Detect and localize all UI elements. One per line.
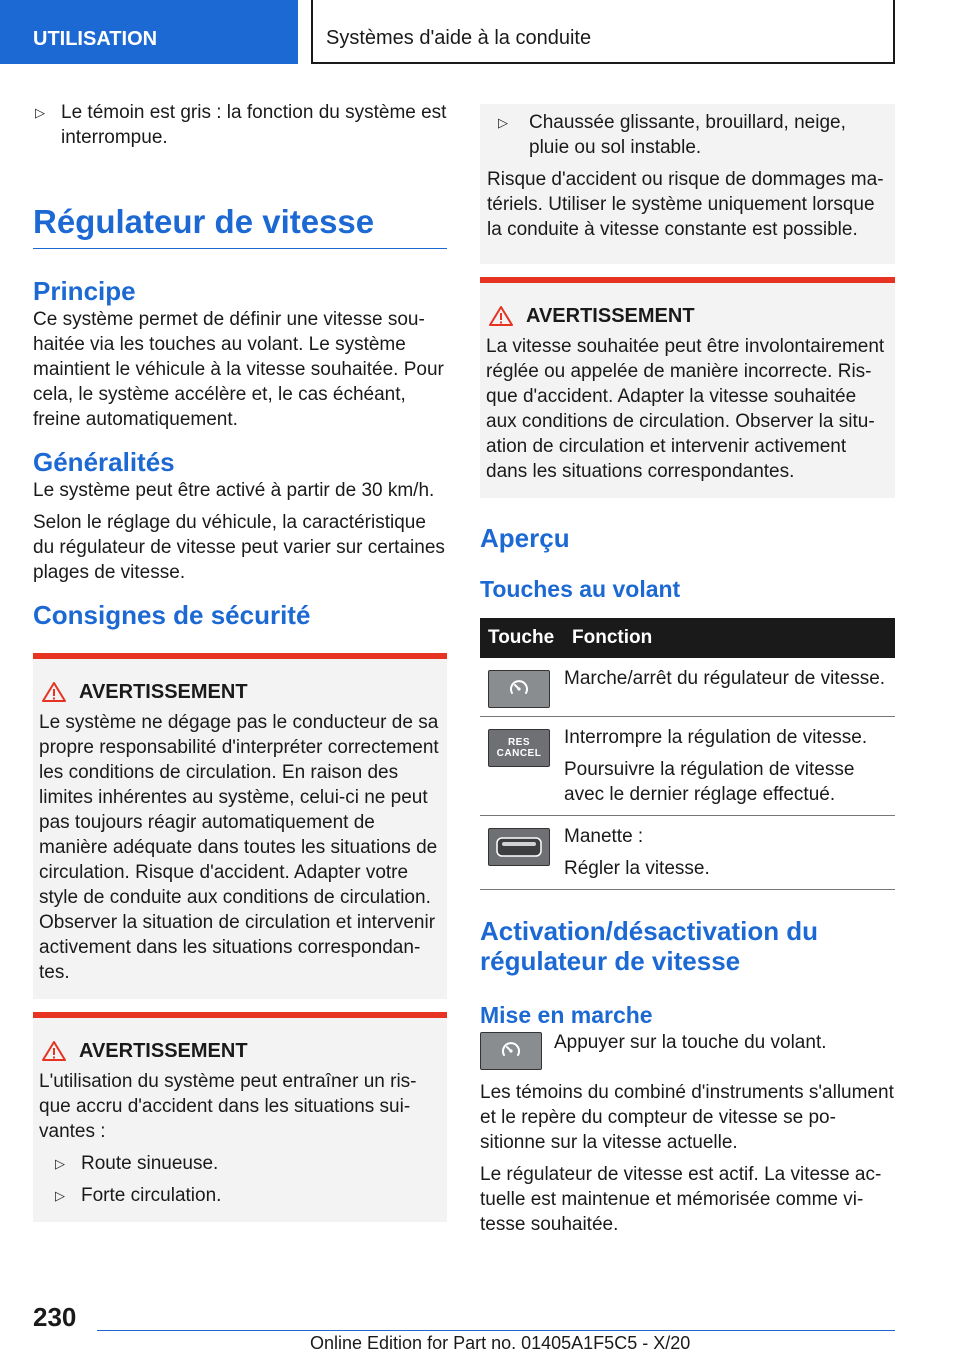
warning-text: Risque d'accident ou risque de dommages matériels. Utiliser le système uniquement lorsque la conduite à vitesse constante est possible. <box>487 169 884 240</box>
table-row: Marche/arrêt du régulateur de vitesse. <box>480 658 895 717</box>
apercu-heading: Aperçu <box>480 523 570 553</box>
list-item: ▷ Le témoin est gris : la fonction du système est interrompue. <box>35 102 447 148</box>
triangle-bullet-icon: ▷ <box>35 105 45 120</box>
warning-box-3 <box>480 277 895 498</box>
consignes-heading: Consignes de sécurité <box>33 600 311 630</box>
activation-heading: Activation/désactivation du régulateur de vitesse <box>480 916 819 976</box>
warning-box-2 <box>33 1012 447 1222</box>
table-header-function: Fonction <box>564 618 895 658</box>
edition-note: Online Edition for Part no. 01405A1F5C5 - X/20 <box>310 1333 691 1353</box>
body-text: Le régulateur de vitesse est actif. La vitesse actuelle est maintenue et mémorisée comme vitesse souhaitée. <box>480 1164 882 1235</box>
triangle-bullet-icon: ▷ <box>55 1188 65 1203</box>
warning-triangle-icon <box>41 1040 67 1062</box>
body-text: Les témoins du combiné d'instruments s'allument et le repère du compteur de vitesse se positionne sur la vitesse actuelle. <box>480 1082 894 1153</box>
triangle-bullet-icon: ▷ <box>498 115 508 130</box>
page-number: 230 <box>33 1302 77 1332</box>
cruise-control-button-icon <box>488 670 550 708</box>
list-item: ▷ Route sinueuse. <box>55 1153 219 1174</box>
footer-divider <box>97 1330 895 1331</box>
warning-continuation-box <box>480 104 895 264</box>
principe-heading: Principe <box>33 276 136 306</box>
warning-text: L'utilisation du système peut entraîner un risque accru d'accident dans les situations suivantes : <box>39 1071 417 1142</box>
chapter-title: Systèmes d'aide à la conduite <box>311 0 895 64</box>
principe-text: Ce système permet de définir une vitesse souhaitée via les touches au volant. Le système maintient le véhicule à la vitesse souhaitée. Pour cela, le système accélère et, le cas échéant, freine automatiquement. <box>33 309 444 430</box>
triangle-bullet-icon: ▷ <box>55 1156 65 1171</box>
generalites-text-1: Le système peut être activé à partir de 30 km/h. <box>33 480 435 501</box>
warning-box-1 <box>33 653 447 999</box>
list-item: ▷ Forte circulation. <box>55 1185 222 1206</box>
warning-title: AVERTISSEMENT <box>526 304 695 327</box>
table-row: Manette : Régler la vitesse. <box>480 816 895 890</box>
warning-text: La vitesse souhaitée peut être involontairement réglée ou appelée de manière incorrecte. Risque d'accident. Adapter la vitesse souhaitée aux conditions de circulation. Observer la situation de circulation et intervenir activement dans les situations correspondantes. <box>486 336 885 482</box>
warning-text: Le système ne dégage pas le conducteur de sa propre responsabilité d'interpréter correctement les conditions de circulation. En raison des limites inhérentes au système, celui-ci ne peut pas toujours réagir automatiquement de manière adéquate dans toutes les situations de circulation. Risque d'accident. Adapter votre style de conduite aux conditions de circulation. Observer la situation de circulation et intervenir activement dans les situations correspondantes. <box>39 712 439 983</box>
page-title: Régulateur de vitesse <box>33 202 447 249</box>
lever-icon <box>488 828 550 866</box>
warning-title: AVERTISSEMENT <box>79 680 248 703</box>
touches-heading: Touches au volant <box>480 576 681 602</box>
table-header-row <box>480 618 895 658</box>
generalites-text-2: Selon le réglage du véhicule, la caractéristique du régulateur de vitesse peut varier sur certaines plages de vitesse. <box>33 512 445 583</box>
list-item: ▷ Chaussée glissante, brouillard, neige, pluie ou sol instable. <box>487 110 887 160</box>
right-column <box>480 104 895 1244</box>
warning-triangle-icon <box>488 305 514 327</box>
left-column <box>33 100 447 1222</box>
cruise-control-button-icon <box>480 1032 542 1070</box>
res-cancel-button-icon: RES CANCEL <box>488 729 550 767</box>
keys-table <box>480 618 895 890</box>
mise-heading: Mise en marche <box>480 1002 653 1028</box>
warning-triangle-icon <box>41 681 67 703</box>
section-tab: UTILISATION <box>0 0 298 64</box>
mise-text: Appuyer sur la touche du volant. <box>554 1032 827 1053</box>
table-header-key: Touche <box>480 618 564 658</box>
generalites-heading: Généralités <box>33 447 175 477</box>
warning-title: AVERTISSEMENT <box>79 1039 248 1062</box>
table-row: RES CANCEL Interrompre la régulation de vitesse. Poursuivre la régulation de vitesse avec le dernier réglage effectué. <box>480 717 895 816</box>
